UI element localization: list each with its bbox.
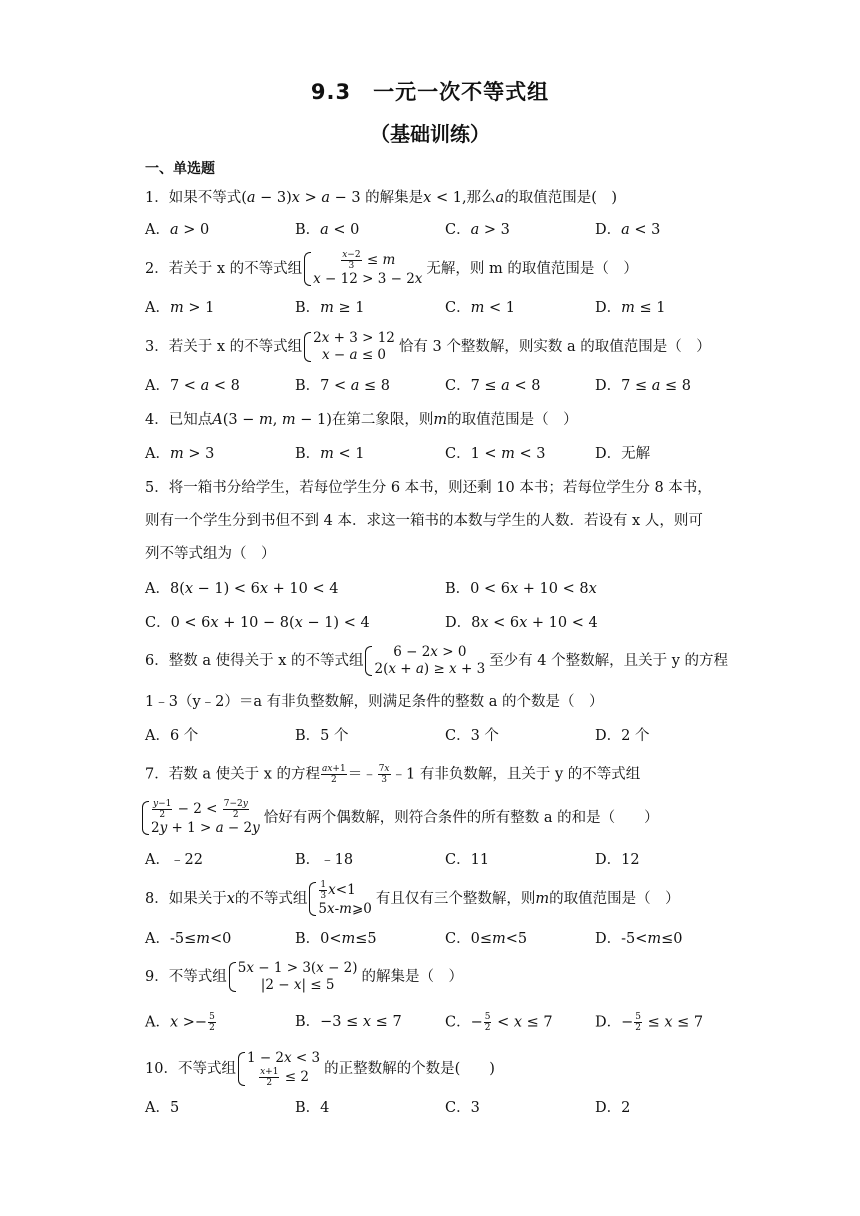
q7-frac-2 xyxy=(378,764,391,785)
question-3 xyxy=(145,330,711,364)
q8-row2: 5𝑥-𝑚⩾0 xyxy=(318,901,372,917)
q7-frac2-den: 3 xyxy=(381,775,387,785)
question-1: 1．如果不等式(𝑎 − 3)𝑥 > 𝑎 − 3 的解集是𝑥 < 1,那么𝑎的取值范围是( ) xyxy=(145,190,618,206)
q3-option-c: C．7 ≤ 𝑎 < 8 xyxy=(445,378,541,394)
q9-option-b: B．−3 ≤ 𝑥 ≤ 7 xyxy=(295,1014,402,1030)
q9-tail: 的解集是（ ） xyxy=(361,969,464,985)
q6-option-a: A．6 个 xyxy=(145,728,199,744)
q6-tail: 至少有 4 个整数解，且关于 y 的方程 xyxy=(489,653,729,669)
q7-tail-2: 恰好有两个偶数解，则符合条件的所有整数 a 的和是（ ） xyxy=(263,810,659,826)
q7-sys-frac2-num: 7−2𝑦 xyxy=(223,799,248,809)
q8-option-c: C．0≤𝑚<5 xyxy=(445,931,528,947)
q2-option-d: D．𝑚 ≤ 1 xyxy=(595,300,666,316)
q10-row2: ≤ 2 xyxy=(284,1069,309,1085)
question-4: 4．已知点𝐴(3 − 𝑚, 𝑚 − 1)在第二象限，则𝑚的取值范围是（ ） xyxy=(145,412,578,428)
q3-stem: 3．若关于 x 的不等式组 xyxy=(145,339,303,355)
q2-stem: 2．若关于 x 的不等式组 xyxy=(145,261,303,277)
q8-option-b: B．0<𝑚≤5 xyxy=(295,931,377,947)
q9-option-a xyxy=(145,1012,217,1033)
q6-option-d: D．2 个 xyxy=(595,728,650,744)
q7-tail: ﹣1 有非负数解，且关于 y 的不等式组 xyxy=(391,766,641,783)
q7-sys-frac1-den: 2 xyxy=(159,810,166,820)
q9-d-text: D．− xyxy=(595,1014,634,1031)
q9-option-c xyxy=(445,1012,553,1033)
q9-d-num: 5 xyxy=(635,1012,642,1022)
q9-d-tail: ≤ 𝑥 ≤ 7 xyxy=(647,1014,704,1031)
q6-row2: 2(𝑥 + 𝑎) ≥ 𝑥 + 3 xyxy=(374,661,486,677)
q1-option-b: B．𝑎 < 0 xyxy=(295,222,360,238)
question-2 xyxy=(145,250,638,288)
q7-option-b: B．﹣18 xyxy=(295,852,354,868)
q2-frac-num: 𝑥−2 xyxy=(342,250,361,260)
q9-system xyxy=(229,960,358,994)
q2-option-b: B．𝑚 ≥ 1 xyxy=(295,300,365,316)
question-7 xyxy=(145,764,640,785)
q9-a-den: 2 xyxy=(209,1023,215,1033)
q7-sys-row2: 2𝑦 + 1 > 𝑎 − 2𝑦 xyxy=(151,820,260,836)
q4-option-b: B．𝑚 < 1 xyxy=(295,446,365,462)
q6-option-c: C．3 个 xyxy=(445,728,499,744)
q7-sys-frac1-num: 𝑦−1 xyxy=(153,799,172,809)
q9-c-text: C．− xyxy=(445,1014,483,1031)
q8-system xyxy=(309,880,371,918)
q2-system xyxy=(304,250,422,288)
q4-option-c: C．1 < 𝑚 < 3 xyxy=(445,446,546,462)
q7-frac1-den: 2 xyxy=(330,775,337,785)
q2-row2: 𝑥 − 12 > 3 − 2𝑥 xyxy=(313,271,423,287)
q9-a-num: 5 xyxy=(209,1012,215,1022)
q1-option-d: D．𝑎 < 3 xyxy=(595,222,661,238)
q10-system xyxy=(238,1050,320,1088)
q8-row1: 𝑥<1 xyxy=(328,882,356,898)
q6-system xyxy=(365,644,485,678)
q2-frac-den: 3 xyxy=(348,261,355,271)
q1-option-a: A．𝑎 > 0 xyxy=(145,222,210,238)
q8-stem: 8．如果关于𝑥的不等式组 xyxy=(145,891,308,907)
question-5-line-3: 列不等式组为（ ） xyxy=(145,546,276,562)
question-9 xyxy=(145,960,463,994)
question-5-line-1: 5．将一箱书分给学生，若每位学生分 6 本书，则还剩 10 本书；若每位学生分 8 本书， xyxy=(145,480,712,496)
q3-system xyxy=(304,330,395,364)
q2-option-a: A．𝑚 > 1 xyxy=(145,300,215,316)
q5-option-a: A．8(𝑥 − 1) < 6𝑥 + 10 < 4 xyxy=(145,581,339,597)
q7-frac-1 xyxy=(321,764,347,785)
q10-option-c: C．3 xyxy=(445,1100,480,1116)
q4-option-d: D．无解 xyxy=(595,446,651,462)
q3-option-a: A．7 < 𝑎 < 8 xyxy=(145,378,240,394)
q5-option-b: B．0 < 6𝑥 + 10 < 8𝑥 xyxy=(445,581,597,597)
q9-row1: 5𝑥 − 1 > 3(𝑥 − 2) xyxy=(237,960,358,976)
q9-option-d xyxy=(595,1012,703,1033)
q5-option-c: C．0 < 6𝑥 + 10 − 8(𝑥 − 1) < 4 xyxy=(145,615,370,631)
q5-option-d: D．8𝑥 < 6𝑥 + 10 < 4 xyxy=(445,615,598,631)
q8-option-d: D．-5<𝑚≤0 xyxy=(595,931,683,947)
q3-option-d: D．7 ≤ 𝑎 ≤ 8 xyxy=(595,378,691,394)
q7-option-c: C．11 xyxy=(445,852,490,868)
q9-a-text: A．𝑥 >− xyxy=(145,1014,208,1031)
q10-frac-den: 2 xyxy=(266,1078,273,1088)
page-subtitle: （基础训练） xyxy=(370,122,490,146)
q10-tail: 的正整数解的个数是( ) xyxy=(324,1061,495,1077)
q7-eq: ＝﹣ xyxy=(347,766,377,783)
question-8 xyxy=(145,880,680,918)
question-6-line-2: 1﹣3（y﹣2）＝a 有非负整数解，则满足条件的整数 a 的个数是（ ） xyxy=(145,694,604,710)
page-title: 9.3 一元一次不等式组 xyxy=(310,80,550,104)
q3-option-b: B．7 < 𝑎 ≤ 8 xyxy=(295,378,390,394)
q1-option-c: C．𝑎 > 3 xyxy=(445,222,510,238)
q10-row1: 1 − 2𝑥 < 3 xyxy=(246,1050,321,1066)
q2-row1: ≤ 𝑚 xyxy=(366,252,396,268)
section-heading: 一、单选题 xyxy=(145,161,215,177)
q9-c-num: 5 xyxy=(484,1012,491,1022)
q2-option-c: C．𝑚 < 1 xyxy=(445,300,515,316)
q8-tail: 有且仅有三个整数解，则𝑚的取值范围是（ ） xyxy=(375,891,680,907)
q7-frac2-num: 7𝑥 xyxy=(378,764,390,774)
question-6 xyxy=(145,644,728,678)
q10-option-a: A．5 xyxy=(145,1100,180,1116)
q7-option-d: D．12 xyxy=(595,852,640,868)
q8-option-a: A．-5≤𝑚<0 xyxy=(145,931,232,947)
q10-stem: 10．不等式组 xyxy=(145,1061,236,1077)
q7-frac1-num: 𝑎𝑥+1 xyxy=(321,764,346,774)
q10-frac-num: 𝑥+1 xyxy=(260,1067,279,1077)
q7-sys-frac2-den: 2 xyxy=(232,810,239,820)
q9-d-den: 2 xyxy=(635,1023,642,1033)
question-5-line-2: 则有一个学生分到书但不到 4 本．求这一箱书的本数与学生的人数．若设有 x 人，则可 xyxy=(145,513,703,529)
q6-stem: 6．整数 a 使得关于 x 的不等式组 xyxy=(145,653,364,669)
q2-tail: 无解，则 m 的取值范围是（ ） xyxy=(426,261,638,277)
q7-option-a: A．﹣22 xyxy=(145,852,203,868)
q3-row2: 𝑥 − 𝑎 ≤ 0 xyxy=(321,347,387,363)
q7-stem: 7．若数 a 使关于 x 的方程 xyxy=(145,766,320,783)
question-7-line-2 xyxy=(140,799,659,837)
q7-system xyxy=(142,799,260,837)
q8-frac-num: 1 xyxy=(320,880,327,890)
q4-option-a: A．𝑚 > 3 xyxy=(145,446,215,462)
q10-option-d: D．2 xyxy=(595,1100,631,1116)
q3-row1: 2𝑥 + 3 > 12 xyxy=(313,330,395,346)
q9-c-den: 2 xyxy=(484,1023,491,1033)
q9-row2: |2 − 𝑥| ≤ 5 xyxy=(260,977,335,993)
question-10 xyxy=(145,1050,495,1088)
q7-sys-mid: − 2 < xyxy=(177,801,218,817)
q9-stem: 9．不等式组 xyxy=(145,969,227,985)
q6-option-b: B．5 个 xyxy=(295,728,349,744)
q3-tail: 恰有 3 个整数解，则实数 a 的取值范围是（ ） xyxy=(398,339,711,355)
q10-option-b: B．4 xyxy=(295,1100,330,1116)
q8-frac-den: 3 xyxy=(320,891,327,901)
q9-c-tail: < 𝑥 ≤ 7 xyxy=(497,1014,553,1031)
q6-row1: 6 − 2𝑥 > 0 xyxy=(393,644,467,660)
